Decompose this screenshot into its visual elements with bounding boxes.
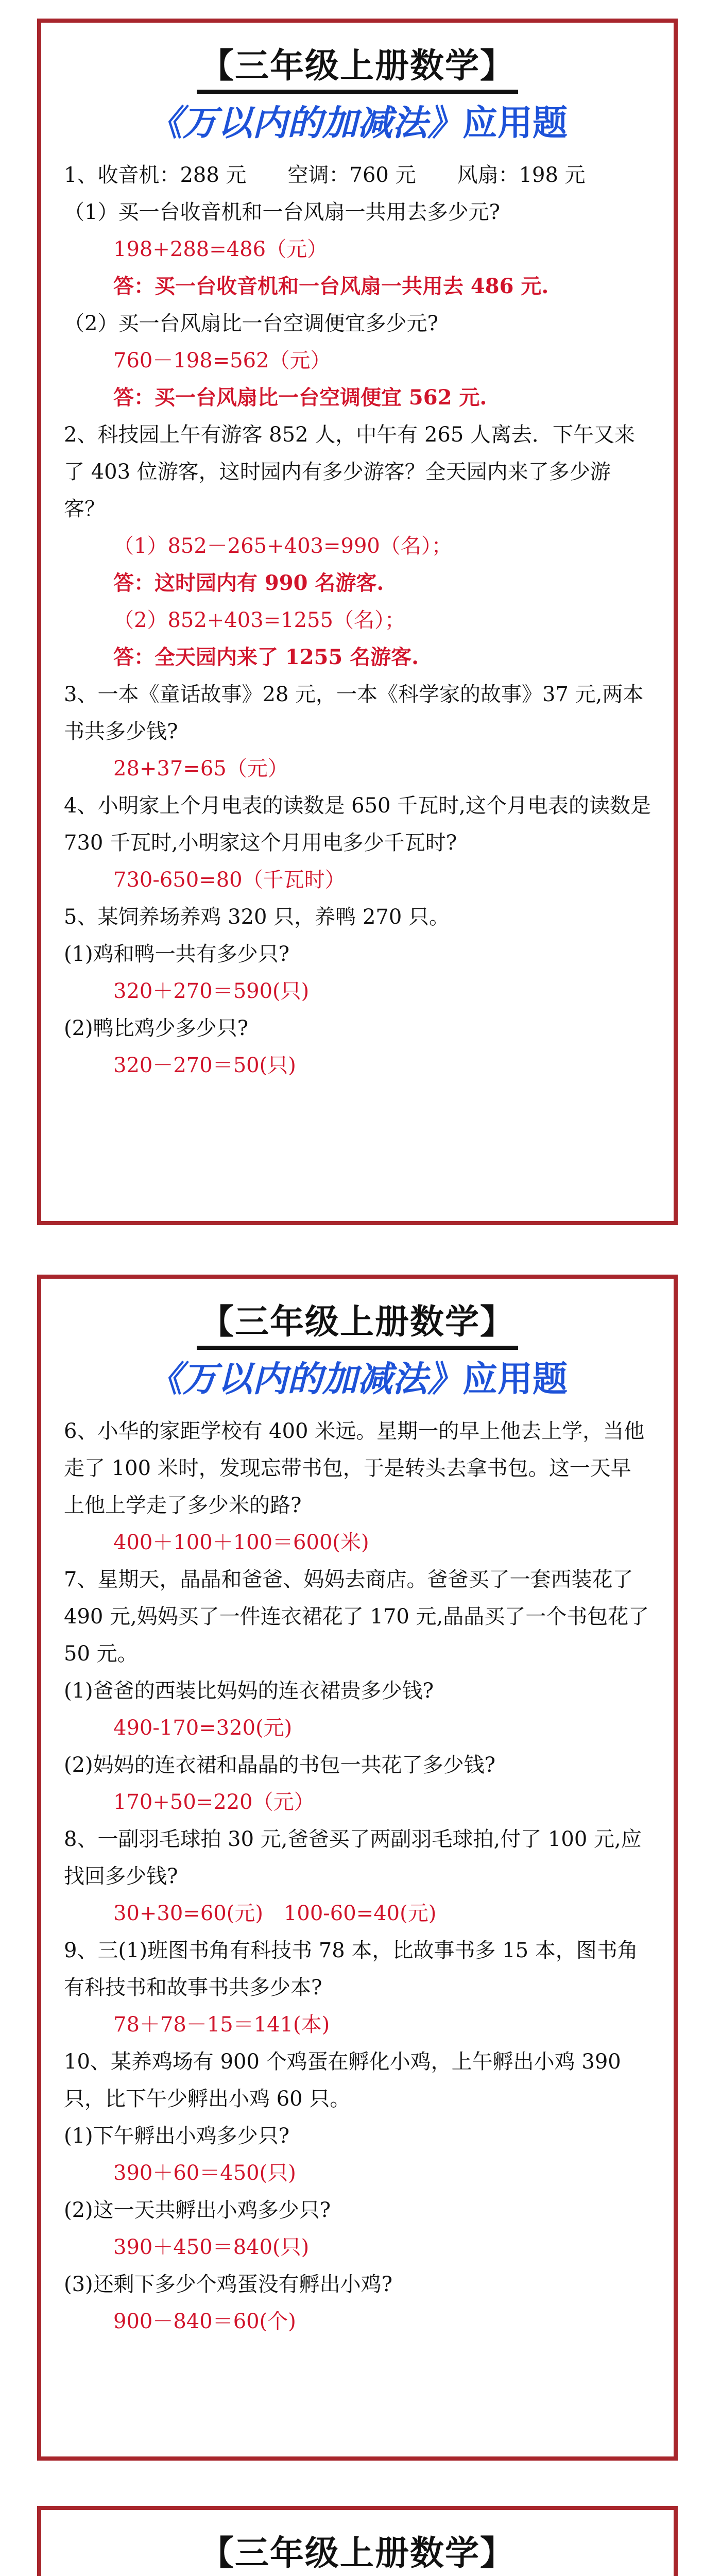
grade-title: 【三年级上册数学】 bbox=[197, 43, 518, 94]
answer-equation: 760－198=562（元） bbox=[113, 349, 331, 372]
problem-text: （2）买一台风扇比一台空调便宜多少元? bbox=[64, 312, 438, 335]
problem-text: (2)妈妈的连衣裙和晶晶的书包一共花了多少钱? bbox=[64, 1753, 496, 1777]
grade-title: 【三年级上册数学】 bbox=[197, 2531, 518, 2576]
problem-text: (1)爸爸的西装比妈妈的连衣裙贵多少钱? bbox=[64, 1679, 434, 1703]
problem-text: （1）买一台收音机和一台风扇一共用去多少元? bbox=[64, 200, 500, 224]
topic-title bbox=[64, 98, 651, 149]
answer-equation: 320＋270＝590(只) bbox=[113, 979, 310, 1003]
answer-equation: 900－840＝60(个) bbox=[113, 2310, 296, 2333]
answer-statement: 答：买一台风扇比一台空调便宜 562 元. bbox=[113, 385, 487, 410]
answer-equation: 30+30=60(元) 100-60=40(元) bbox=[113, 1902, 437, 1925]
card-header bbox=[64, 2531, 651, 2576]
card-1 bbox=[37, 19, 678, 1225]
answer-statement: 答：全天园内来了 1255 名游客. bbox=[113, 645, 419, 669]
answer-statement: 答：这时园内有 990 名游客. bbox=[113, 571, 384, 595]
answer-equation: 390＋450＝840(只) bbox=[113, 2235, 310, 2259]
answer-equation: （1）852－265+403=990（名）； bbox=[113, 534, 452, 558]
answer-equation: 28+37=65（元） bbox=[113, 757, 288, 781]
topic-title bbox=[64, 1354, 651, 1405]
card-header bbox=[64, 1299, 651, 1405]
topic-suffix: 应用题 bbox=[462, 1359, 568, 1400]
answer-statement: 答：买一台收音机和一台风扇一共用去 486 元. bbox=[113, 274, 549, 298]
problem-text: 7、星期天，晶晶和爸爸、妈妈去商店。爸爸买了一套西装花了 490 元,妈妈买了一件连衣裙花了 170 元,晶晶买了一个书包花了 50 元。 bbox=[64, 1568, 649, 1666]
problem-text: (2)鸭比鸡少多少只? bbox=[64, 1016, 249, 1040]
grade-title: 【三年级上册数学】 bbox=[197, 1299, 518, 1350]
problem-list bbox=[64, 1413, 651, 2340]
problem-text: 6、小华的家距学校有 400 米远。星期一的早上他去上学，当他走了 100 米时，发现忘带书包，于是转头去拿书包。这一天早上他上学走了多少米的路? bbox=[64, 1419, 645, 1517]
topic-keyword: 《万以内的加减法》 bbox=[147, 1359, 462, 1400]
answer-equation: 320－270＝50(只) bbox=[113, 1054, 296, 1077]
problem-text: (1)鸡和鸭一共有多少只? bbox=[64, 942, 290, 966]
problem-text: 2、科技园上午有游客 852 人，中午有 265 人离去．下午又来了 403 位游客，这时园内有多少游客？全天园内来了多少游客？ bbox=[64, 423, 636, 521]
topic-keyword: 《万以内的加减法》 bbox=[147, 103, 462, 144]
problem-text: 8、一副羽毛球拍 30 元,爸爸买了两副羽毛球拍,付了 100 元,应找回多少钱? bbox=[64, 1827, 642, 1888]
problem-text: (2)这一天共孵出小鸡多少只? bbox=[64, 2198, 331, 2222]
card-header bbox=[64, 43, 651, 149]
answer-equation: 390＋60＝450(只) bbox=[113, 2161, 296, 2185]
topic-suffix: 应用题 bbox=[462, 103, 568, 144]
card-3 bbox=[37, 2506, 678, 2576]
problem-text: 5、某饲养场养鸡 320 只，养鸭 270 只。 bbox=[64, 905, 450, 929]
card-2 bbox=[37, 1275, 678, 2461]
problem-text: 10、某养鸡场有 900 个鸡蛋在孵化小鸡，上午孵出小鸡 390 只，比下午少孵出小鸡 60 只。 bbox=[64, 2050, 621, 2111]
answer-equation: 490-170=320(元) bbox=[113, 1716, 293, 1740]
answer-equation: 198+288=486（元） bbox=[113, 238, 328, 261]
answer-equation: （2）852+403=1255（名）； bbox=[113, 608, 405, 632]
answer-equation: 400＋100＋100＝600(米) bbox=[113, 1531, 369, 1554]
problem-text: 4、小明家上个月电表的读数是 650 千瓦时,这个月电表的读数是 730 千瓦时,小明家这个月用电多少千瓦时? bbox=[64, 794, 651, 855]
problem-text: (3)还剩下多少个鸡蛋没有孵出小鸡? bbox=[64, 2273, 393, 2296]
problem-text: (1)下午孵出小鸡多少只? bbox=[64, 2124, 290, 2148]
answer-equation: 78＋78－15＝141(本) bbox=[113, 2013, 330, 2037]
problem-text: 3、一本《童话故事》28 元，一本《科学家的故事》37 元,两本书共多少钱? bbox=[64, 683, 644, 743]
answer-equation: 170+50=220（元） bbox=[113, 1790, 315, 1814]
problem-text: 9、三(1)班图书角有科技书 78 本，比故事书多 15 本，图书角有科技书和故事书共多少本? bbox=[64, 1939, 638, 1999]
answer-equation: 730-650=80（千瓦时） bbox=[113, 868, 346, 892]
problem-text: 1、收音机：288 元 空调：760 元 风扇：198 元 bbox=[64, 163, 586, 187]
problem-list bbox=[64, 157, 651, 1084]
